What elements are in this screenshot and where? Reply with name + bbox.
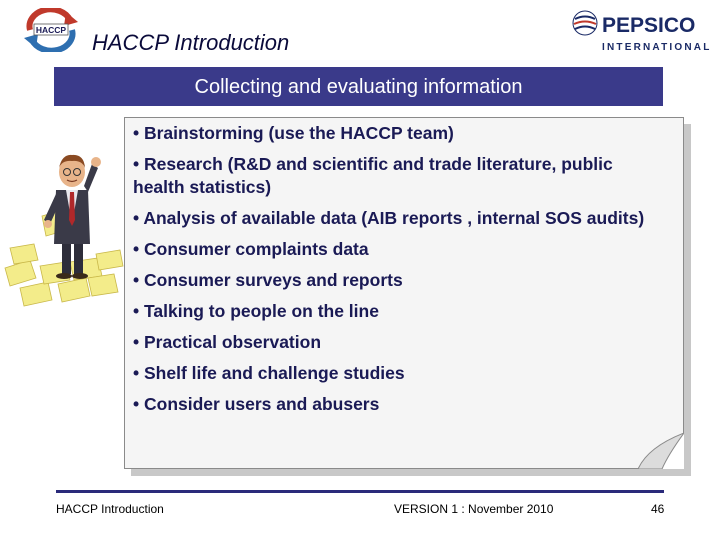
pepsico-wordmark: PEPSICO <box>602 14 696 37</box>
footer-version: VERSION 1 : November 2010 <box>394 502 554 516</box>
bullet-item: • Consider users and abusers <box>133 394 380 414</box>
bullet-item: • Shelf life and challenge studies <box>133 363 405 383</box>
bullet-item: • Consumer complaints data <box>133 239 369 259</box>
footer-title: HACCP Introduction <box>56 502 164 516</box>
deck-title: HACCP Introduction <box>92 30 290 55</box>
haccp-logo-icon <box>22 8 80 52</box>
pepsico-logo <box>572 8 712 58</box>
bullet-item: • Consumer surveys and reports <box>133 270 403 290</box>
page-curl-icon <box>638 433 684 469</box>
svg-text:HACCP: HACCP <box>35 25 67 35</box>
bullet-item: • Practical observation <box>133 332 322 352</box>
bullet-item: • Talking to people on the line <box>133 301 379 321</box>
bullet-item: • Research (R&D and scientific and trade literature, public health statistics) <box>133 154 613 197</box>
man-with-papers-icon <box>0 128 125 308</box>
footer-rule <box>56 490 664 493</box>
pepsico-subtitle: INTERNATIONAL <box>602 42 712 53</box>
content-panel <box>124 117 684 469</box>
page-number: 46 <box>651 502 665 516</box>
section-title: Collecting and evaluating information <box>194 76 523 98</box>
section-banner <box>54 67 663 106</box>
pepsico-globe-icon <box>572 10 598 36</box>
bullet-item: • Analysis of available data (AIB reports , internal SOS audits) <box>133 208 645 228</box>
bullet-item: • Brainstorming (use the HACCP team) <box>133 123 454 143</box>
bullet-list <box>133 122 663 424</box>
